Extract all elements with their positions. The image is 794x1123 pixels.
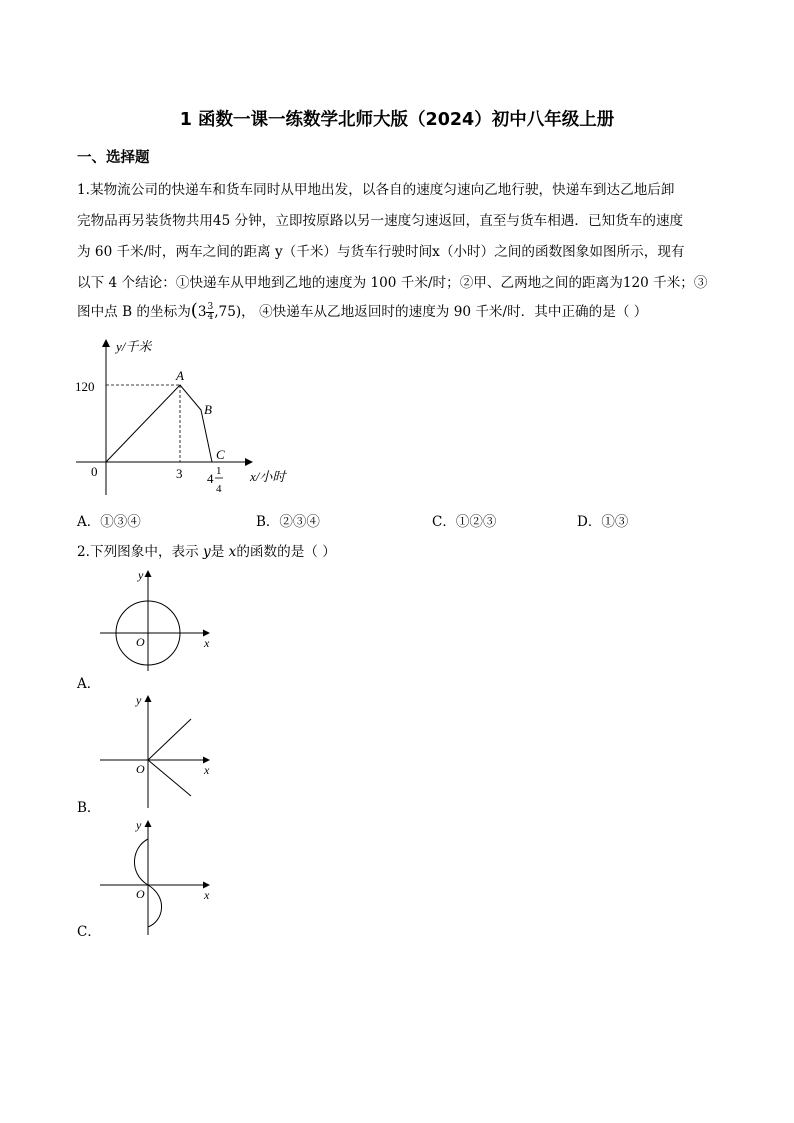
option-text: ①③④ (100, 514, 141, 530)
upper-ray (148, 719, 191, 760)
y-axis-label: y (136, 818, 142, 832)
q2-graph-b (94, 690, 224, 810)
x-tick-numerator: 1 (216, 465, 222, 477)
x-axis-label: x (204, 763, 210, 777)
x-axis-label: x (204, 636, 210, 650)
coord-fraction-denominator: 4 (207, 312, 214, 322)
q1-option-b[interactable] (256, 510, 320, 530)
point-b-coordinate (190, 300, 242, 322)
x-axis-label: x/小时 (250, 469, 286, 484)
option-letter: D． (577, 514, 602, 530)
q2-graph-a (94, 565, 224, 677)
q2-stem-x: x (228, 544, 237, 560)
q2-option-c[interactable]: C． (77, 924, 101, 940)
q2-stem-suffix: 的函数的是（ ） (236, 544, 336, 560)
q1-line-4: 以下 4 个结论：①快递车从甲地到乙地的速度为 100 千米/时；②甲、乙两地之间的距离为120 千米；③ (77, 275, 708, 291)
q2-stem-mid: 是 (210, 544, 229, 560)
q2-option-a[interactable]: A． (77, 676, 101, 692)
option-letter: B． (256, 514, 280, 530)
q1-line-5 (77, 300, 647, 322)
option-text: ①③ (601, 514, 629, 530)
q1-line-3: 为 60 千米/时，两车之间的距离 y（千米）与货车行驶时间x（小时）之间的函数图象如图所示，现有 (77, 244, 685, 260)
origin-label: O (136, 887, 145, 901)
distance-time-graph (70, 335, 310, 505)
point-a-label: A (176, 368, 184, 383)
q1-line-5-end: ， ④快递车从乙地返回时的速度为 90 千米/时．其中正确的是（ ） (241, 304, 648, 320)
coord-rest: ,75) (214, 304, 242, 320)
origin-label: O (136, 635, 145, 649)
q2-graph-c (94, 815, 224, 937)
q1-option-c[interactable] (432, 510, 496, 530)
point-c-label: C (216, 447, 225, 462)
x-tick-whole: 4 (207, 471, 214, 486)
q1-line-1: 1.某物流公司的快递车和货车同时从甲地出发，以各自的速度匀速向乙地行驶，快递车到达乙地后卸 (77, 182, 675, 198)
q2-stem (77, 540, 336, 560)
q2-option-b[interactable]: B． (77, 800, 101, 816)
q1-line-2: 完物品再另装货物共用45 分钟，立即按原路以另一速度匀速返回，直至与货车相遇．已知货车的速度 (77, 213, 684, 229)
section-heading: 一、选择题 (77, 150, 150, 166)
page-title: 1 函数一课一练数学北师大版（2024）初中八年级上册 (179, 110, 615, 130)
q2-stem-y: y (203, 544, 211, 560)
q1-line-5-start: 图中点 B 的坐标为 (77, 304, 191, 320)
option-letter: C． (432, 514, 456, 530)
origin-label: 0 (91, 464, 98, 479)
coord-lparen: ( (190, 300, 198, 321)
option-text: ②③④ (279, 514, 320, 530)
option-letter: A． (77, 514, 101, 530)
q1-option-d[interactable] (577, 510, 628, 530)
point-b-label: B (204, 402, 212, 417)
y-axis-label: y/千米 (116, 339, 152, 354)
function-graph-line (106, 385, 212, 462)
coord-fraction-numerator: 3 (207, 302, 214, 312)
option-text: ①②③ (455, 514, 497, 530)
q1-option-a[interactable] (77, 510, 141, 530)
lower-ray (148, 760, 191, 796)
coord-whole: 3 (197, 304, 207, 320)
x-tick-3: 3 (176, 466, 183, 481)
x-tick-denominator: 4 (216, 483, 222, 495)
q2-stem-prefix: 2.下列图象中，表示 (77, 544, 204, 560)
y-tick-120: 120 (75, 379, 95, 394)
x-axis-label: x (204, 888, 210, 902)
origin-label: O (136, 762, 145, 776)
y-axis-label: y (138, 568, 144, 582)
y-axis-label: y (136, 693, 142, 707)
